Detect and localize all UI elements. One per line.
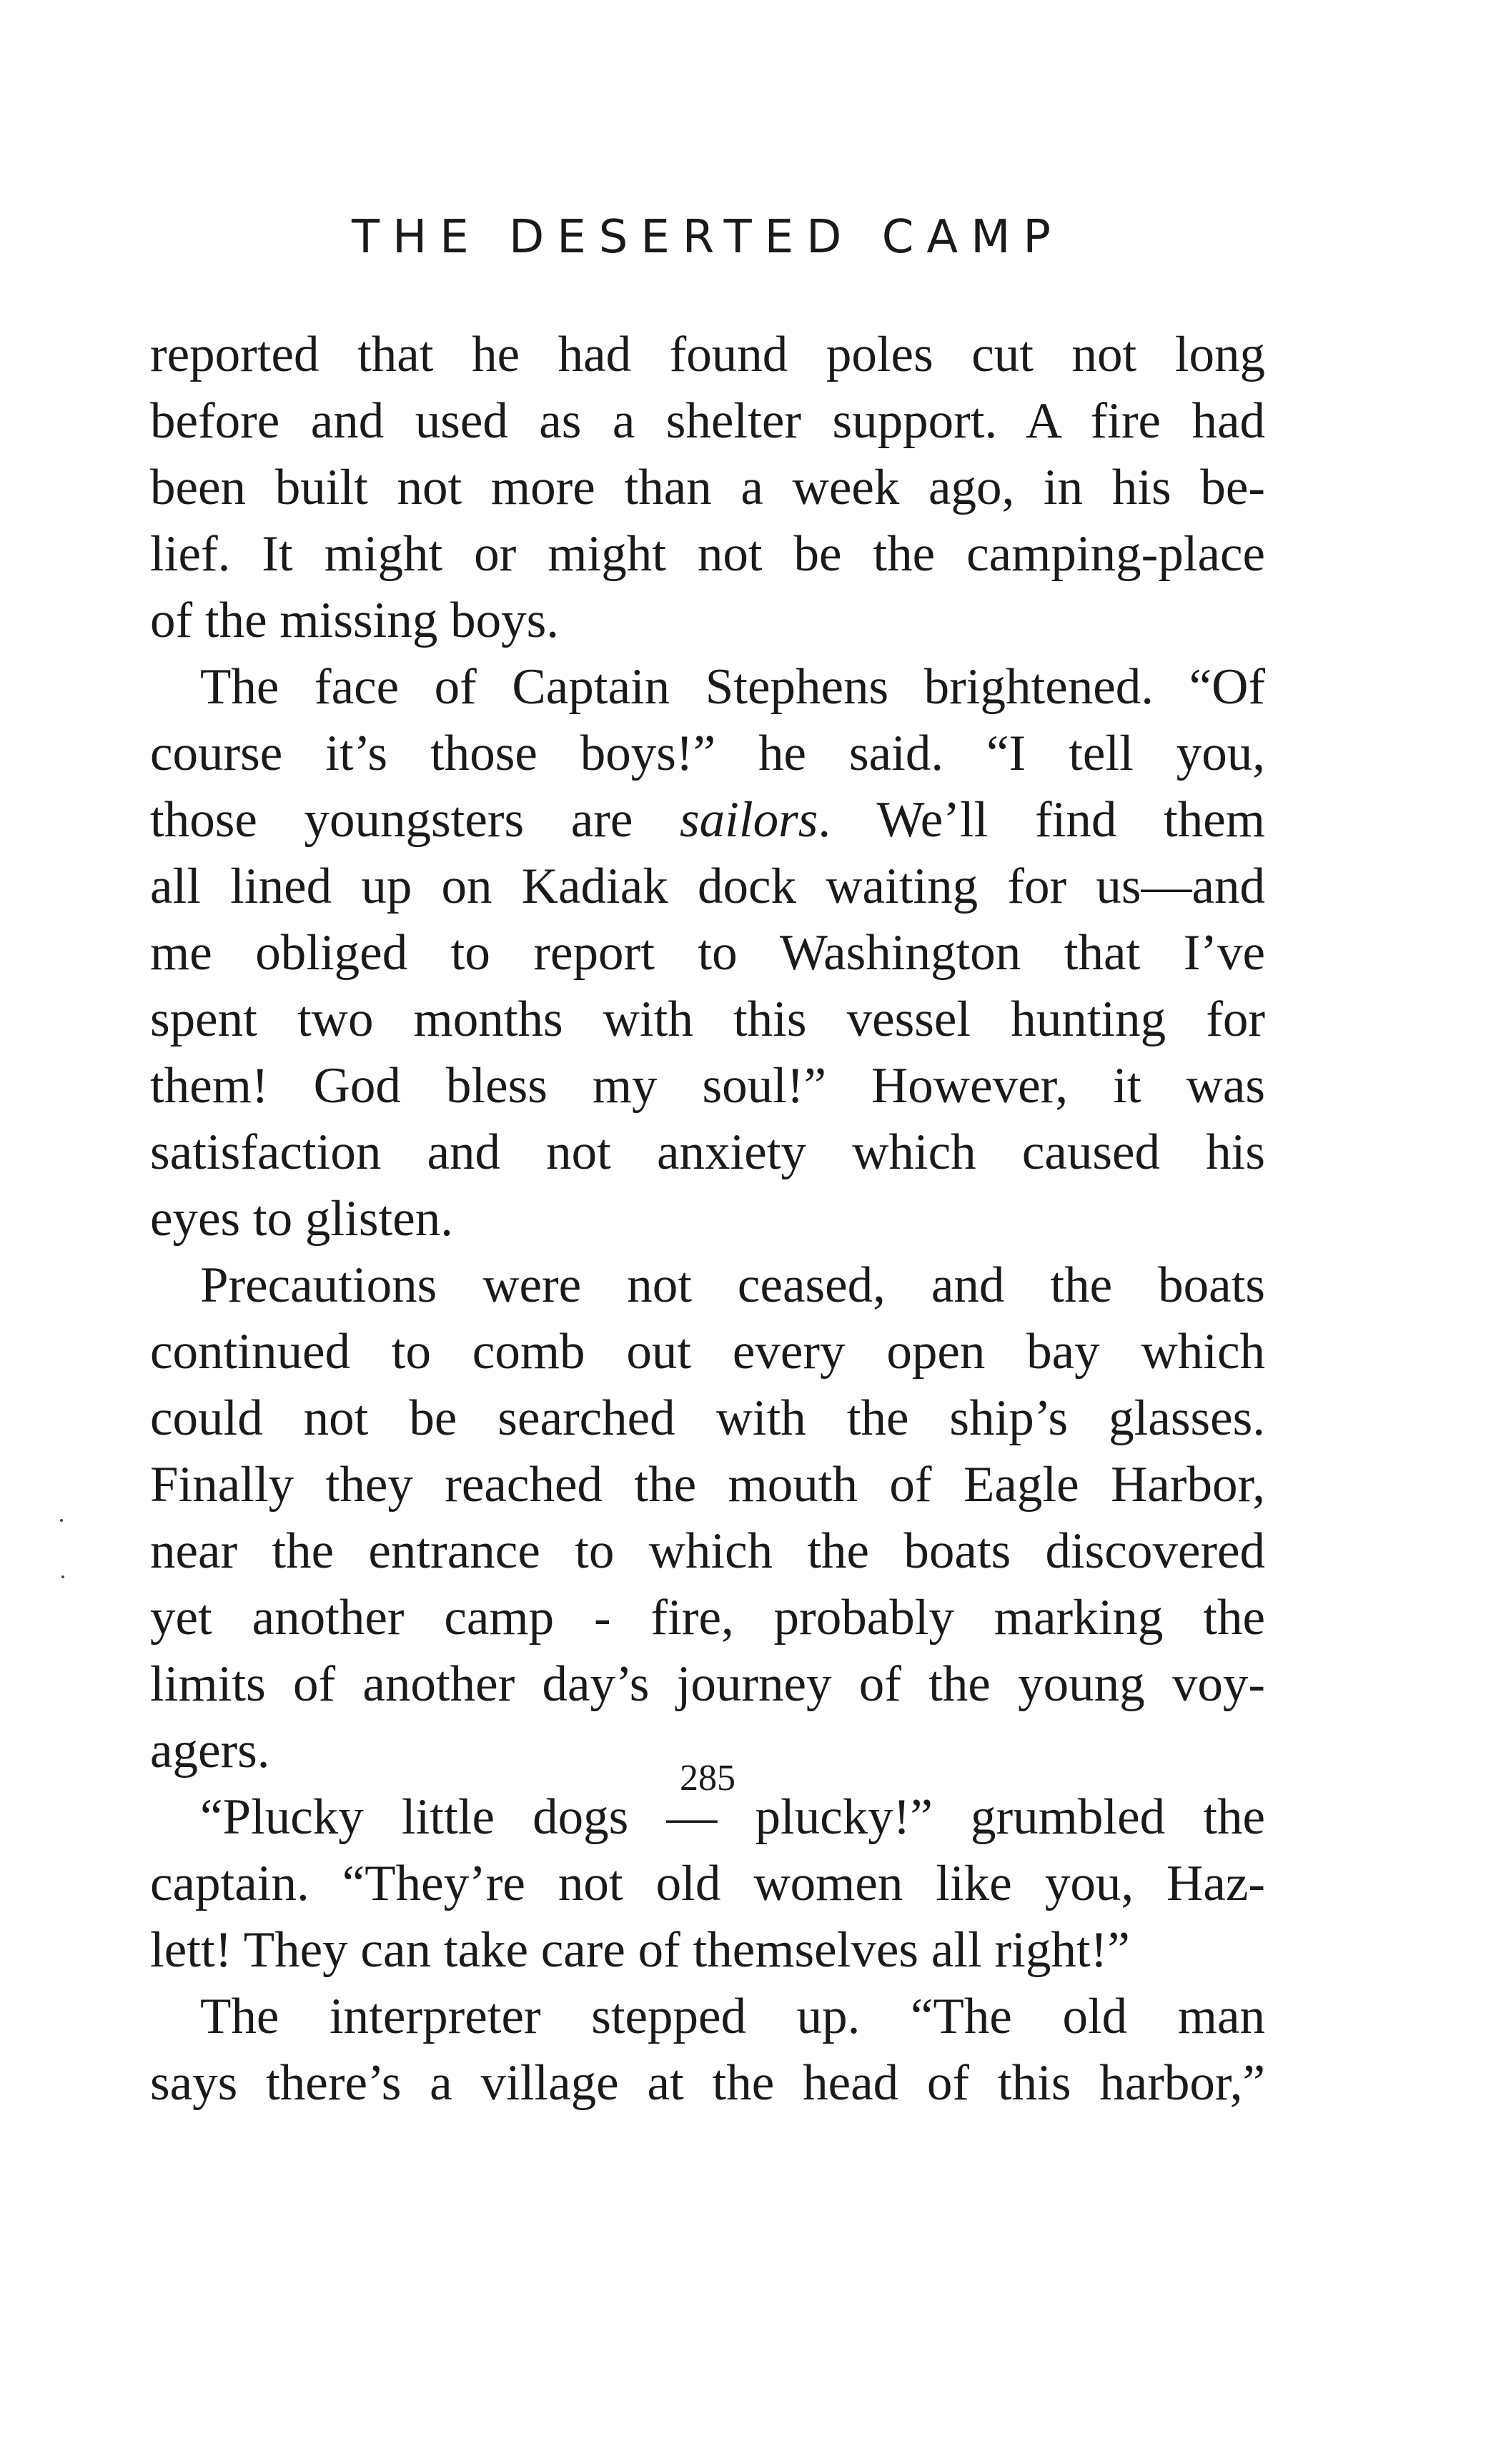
paragraph [150,1252,1265,1784]
text-line: me obliged to report to Washington that I’ve [150,925,1265,981]
text-line: Precautions were not ceased, and the boats [200,1257,1265,1313]
page-number: 285 [680,1758,735,1798]
body-text [150,322,1265,2117]
running-title: THE DESERTED CAMP [351,211,1064,264]
text-line: satisfaction and not anxiety which caused his [150,1124,1265,1180]
text-line: says there’s a village at the head of this harbor,” [150,2055,1265,2111]
text-line: lett! They can take care of themselves all right!” [150,1922,1130,1978]
text-line: eyes to glisten. [150,1191,453,1247]
text-line: all lined up on Kadiak dock waiting for us—and [150,859,1265,914]
scan-speck [60,1519,63,1522]
text-line: Finally they reached the mouth of Eagle Harbor, [150,1457,1265,1513]
emphasis: sailors [680,792,818,848]
text-line: before and used as a shelter support. A fire had [150,393,1265,449]
text-line: yet another camp - fire, probably marking the [150,1590,1265,1646]
paragraph [150,1784,1265,1984]
text-line: spent two months with this vessel hunting for [150,991,1265,1047]
paragraph [150,1984,1265,2117]
text-line: of the missing boys. [150,593,559,648]
text-line: limits of another day’s journey of the young voy- [150,1656,1265,1712]
text-line: those youngsters are sailors. We’ll find them [150,792,1265,848]
text-line: them! God bless my soul!” However, it was [150,1058,1265,1114]
text-line: captain. “They’re not old women like you, Haz- [150,1856,1265,1911]
scan-speck [61,1575,64,1578]
paragraph [150,322,1265,654]
text-line: reported that he had found poles cut not long [150,327,1265,382]
text-line: near the entrance to which the boats discovered [150,1523,1265,1579]
text-line: continued to comb out every open bay which [150,1324,1265,1380]
text-line: course it’s those boys!” he said. “I tell you, [150,726,1265,781]
text-line: “Plucky little dogs — plucky!” grumbled the [200,1789,1265,1845]
text-line: The face of Captain Stephens brightened. “Of [200,659,1265,715]
text-line: could not be searched with the ship’s glasses. [150,1390,1265,1446]
text-line: lief. It might or might not be the camping-place [150,526,1265,582]
paragraph [150,654,1265,1252]
text-line: The interpreter stepped up. “The old man [200,1989,1265,2044]
text-line: agers. [150,1723,270,1778]
text-line: been built not more than a week ago, in his be- [150,460,1265,515]
